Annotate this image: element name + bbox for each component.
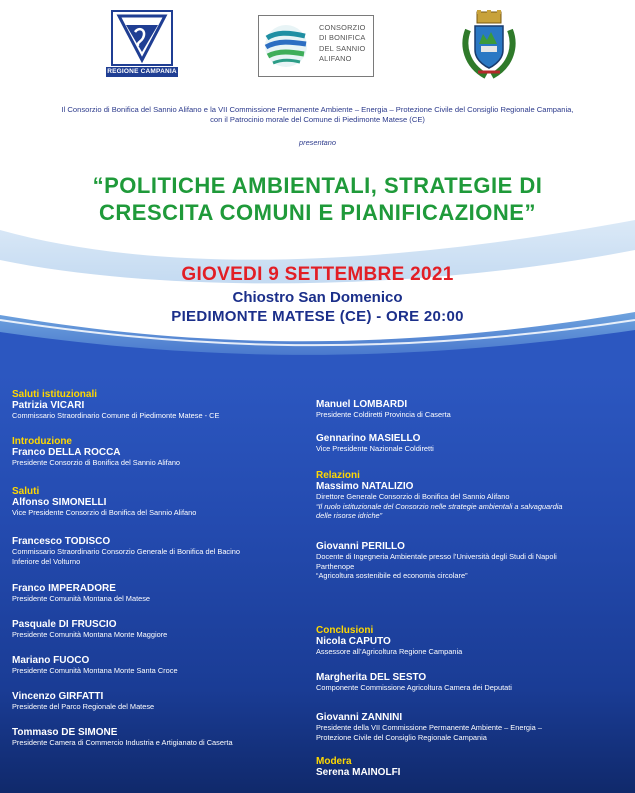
talk-title-cont: delle risorse idriche” xyxy=(316,511,383,520)
speaker-role: Presidente del Parco Regionale del Matese xyxy=(12,702,155,711)
speaker-role: Presidente Comunità Montana Monte Santa Croce xyxy=(12,666,178,675)
speaker-role: Commissario Straordinario Consorzio Generale di Bonifica del Bacino xyxy=(12,547,240,556)
speaker-role: Presidente Coldiretti Provincia di Caserta xyxy=(316,410,451,419)
speaker-name: Giovanni PERILLO xyxy=(316,541,405,552)
speaker-role: Docente di Ingegneria Ambientale presso l’Università degli Studi di Napoli xyxy=(316,552,557,561)
section-conclusioni xyxy=(316,625,626,657)
speaker-role: Commissario Straordinario Comune di Piedimonte Matese - CE xyxy=(12,411,220,420)
section-heading: Conclusioni xyxy=(316,625,374,636)
campania-emblem-icon xyxy=(113,12,171,64)
event-title-line-2: CRESCITA COMUNI E PIANIFICAZIONE” xyxy=(99,200,536,225)
consorzio-line-2: DI BONIFICA xyxy=(319,33,366,43)
section-relazioni xyxy=(316,470,626,521)
speaker-name: Massimo NATALIZIO xyxy=(316,481,414,492)
section-modera xyxy=(316,756,626,778)
speaker-lombardi xyxy=(316,399,626,420)
speaker-name: Nicola CAPUTO xyxy=(316,636,391,647)
section-heading: Relazioni xyxy=(316,470,360,481)
section-introduzione xyxy=(12,436,312,468)
speaker-role: Vice Presidente Consorzio di Bonifica del Sannio Alifano xyxy=(12,508,197,517)
speaker-role-cont: Parthenope xyxy=(316,561,355,571)
event-title-line-1: “POLITICHE AMBIENTALI, STRATEGIE DI xyxy=(92,173,543,198)
speaker-name: Gennarino MASIELLO xyxy=(316,433,421,444)
speaker-role: Direttore Generale Consorzio di Bonifica del Sannio Alifano xyxy=(316,492,510,501)
presentano-text: presentano xyxy=(299,138,336,147)
speaker-name: Francesco TODISCO xyxy=(12,536,111,547)
talk-title: “Agricoltura sostenibile ed economia circolare” xyxy=(316,571,468,580)
speaker-todisco xyxy=(12,536,312,566)
speaker-role: Presidente Comunità Montana Monte Maggiore xyxy=(12,630,168,639)
speaker-role: Presidente della VII Commissione Permanente Ambiente – Energia – xyxy=(316,723,542,732)
speaker-name: Margherita DEL SESTO xyxy=(316,672,427,683)
speaker-role: Assessore all’Agricoltura Regione Campania xyxy=(316,647,463,656)
speaker-role: Presidente Camera di Commercio Industria e Artigianato di Caserta xyxy=(12,738,233,747)
speaker-name: Giovanni ZANNINI xyxy=(316,712,403,723)
regione-campania-emblem xyxy=(111,10,173,66)
organizers-intro xyxy=(10,105,625,125)
consorzio-line-1: CONSORZIO xyxy=(319,23,366,32)
consorzio-waves-icon xyxy=(264,24,308,68)
consorzio-line-3: DEL SANNIO xyxy=(319,43,366,53)
speaker-de-simone xyxy=(12,727,312,748)
speaker-role: Presidente Comunità Montana del Matese xyxy=(12,594,151,603)
speaker-role: Vice Presidente Nazionale Coldiretti xyxy=(316,444,434,453)
speaker-name: Patrizia VICARI xyxy=(12,400,85,411)
speaker-name: Tommaso DE SIMONE xyxy=(12,727,118,738)
talk-title: “Il ruolo istituzionale del Consorzio nelle strategie ambientali a salvaguardia xyxy=(316,501,563,511)
section-saluti-istituzionali xyxy=(12,389,312,421)
speaker-name: Manuel LOMBARDI xyxy=(316,399,408,410)
speaker-perillo xyxy=(316,541,626,581)
event-title xyxy=(30,172,605,226)
speaker-name: Pasquale DI FRUSCIO xyxy=(12,619,117,630)
section-heading: Saluti istituzionali xyxy=(12,389,98,400)
speaker-fuoco xyxy=(12,655,312,676)
section-heading: Modera xyxy=(316,756,352,767)
speaker-girfatti xyxy=(12,691,312,712)
speaker-name: Franco IMPERADORE xyxy=(12,583,116,594)
speaker-zannini xyxy=(316,712,626,742)
speaker-name: Alfonso SIMONELLI xyxy=(12,497,107,508)
piedimonte-coat-of-arms xyxy=(460,10,518,82)
speaker-role: Componente Commissione Agricoltura Camera dei Deputati xyxy=(316,683,512,692)
intro-line-2: con il Patrocinio morale del Comune di Piedimonte Matese (CE) xyxy=(210,115,425,124)
section-saluti xyxy=(12,486,312,518)
speaker-masiello xyxy=(316,433,626,454)
section-heading: Saluti xyxy=(12,486,40,497)
speaker-name: Franco DELLA ROCCA xyxy=(12,447,121,458)
speaker-di-fruscio xyxy=(12,619,312,640)
speaker-name: Vincenzo GIRFATTI xyxy=(12,691,104,702)
event-venue: Chiostro San Domenico xyxy=(232,289,403,306)
consorzio-name xyxy=(319,23,373,64)
coat-of-arms-icon xyxy=(460,10,518,82)
speaker-name: Mariano FUOCO xyxy=(12,655,90,666)
speaker-role: Presidente Consorzio di Bonifica del Sannio Alifano xyxy=(12,458,181,467)
speaker-role-cont: Inferiore del Volturno xyxy=(12,556,81,566)
speaker-imperadore xyxy=(12,583,312,604)
speaker-del-sesto xyxy=(316,672,626,693)
section-heading: Introduzione xyxy=(12,436,72,447)
event-date: GIOVEDI 9 SETTEMBRE 2021 xyxy=(181,264,454,285)
regione-campania-logo xyxy=(106,10,178,76)
consorzio-logo xyxy=(258,15,374,77)
event-place-time: PIEDIMONTE MATESE (CE) - ORE 20:00 xyxy=(171,308,464,325)
speaker-role-cont: Protezione Civile del Consiglio Regionale Campania xyxy=(316,732,487,742)
regione-campania-label: REGIONE CAMPANIA xyxy=(107,68,177,75)
intro-line-1: Il Consorzio di Bonifica del Sannio Alifano e la VII Commissione Permanente Ambiente – Energia – Protezione Civile del Consiglio Regionale Campania, xyxy=(61,105,574,114)
consorzio-line-4: ALIFANO xyxy=(319,53,352,63)
speaker-name: Serena MAINOLFI xyxy=(316,767,401,778)
